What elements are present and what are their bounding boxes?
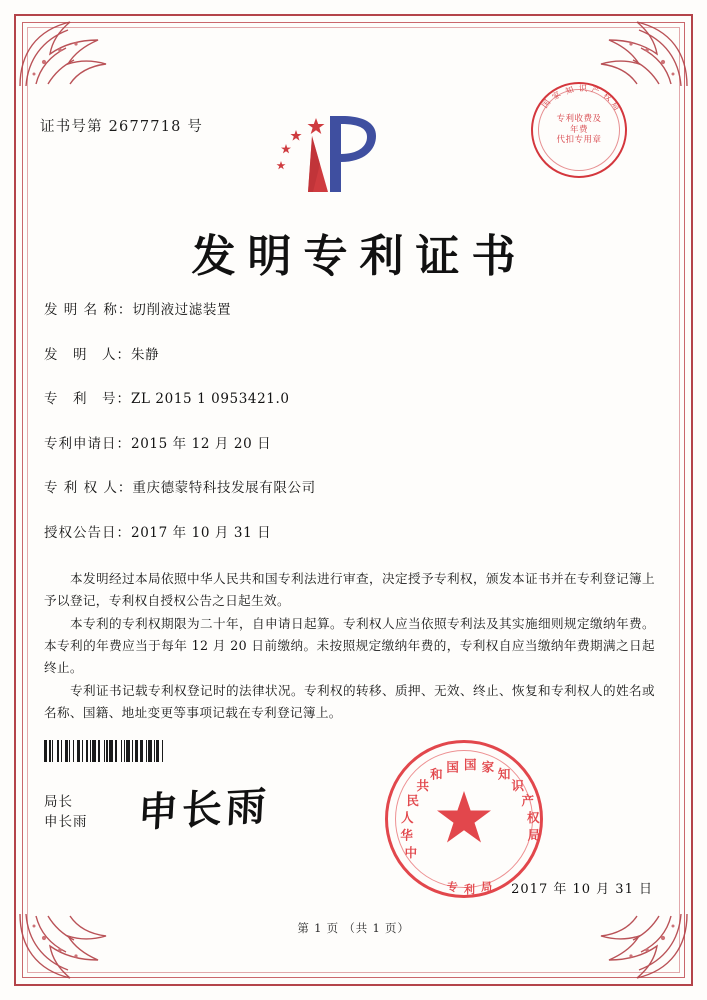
- paragraph-grant: 本发明经过本局依照中华人民共和国专利法进行审查，决定授予专利权，颁发本证书并在专利登记簿上予以登记，专利权自授权公告之日起生效。: [44, 571, 655, 608]
- seal-bottom-arc-text: 专 利 局: [446, 880, 493, 896]
- barcode-space: [163, 740, 165, 762]
- field-value: 2015 年 12 月 20 日: [131, 435, 272, 452]
- paragraph-term-and-fees: 本专利的专利权期限为二十年，自申请日起算。专利权人应当依照专利法及其实施细则规定缴纳年费。本专利的年费应当于每年 12 月 20 日前缴纳。未按照规定缴纳年费的，专利权自应当缴纳年费期满之日起终止。: [44, 616, 655, 675]
- field-patent-number: [44, 387, 657, 407]
- page-footer: 第 1 页 （共 1 页）: [297, 921, 410, 935]
- field-label: 专利申请日：: [44, 435, 131, 452]
- field-label: 发 明 名 称：: [44, 302, 133, 318]
- stamp-arc-text-group: 国 家 知 识 产 权 局: [540, 84, 622, 112]
- field-value: 切削液过滤装置: [132, 302, 232, 318]
- director-name-label: 申长雨: [44, 814, 88, 831]
- field-label: 专 利 权 人：: [44, 480, 133, 496]
- stamp-center-text: 专利收费及 年费 代扣专用章: [556, 114, 602, 146]
- certificate-number: 证书号第 2677718 号: [40, 119, 204, 135]
- field-list: [44, 298, 657, 565]
- field-label: 授权公告日：: [44, 524, 131, 541]
- signature-block: [44, 792, 88, 833]
- field-grant-announcement-date: [44, 521, 657, 541]
- page-title: 发明专利证书: [191, 231, 528, 282]
- field-inventor: [44, 343, 657, 363]
- legal-text-block: [44, 568, 655, 726]
- seal-top-arc-text: 中 华 人 民 共 和 国 国 家 知 识 产 权 局: [400, 757, 541, 860]
- field-invention-name: [44, 298, 657, 318]
- patent-barcode: [44, 740, 240, 762]
- director-title-label: 局长: [44, 794, 73, 810]
- field-label: 发 明 人：: [44, 346, 131, 363]
- paragraph-register: 专利证书记载专利权登记时的法律状况。专利权的转移、质押、无效、终止、恢复和专利权人的姓名或名称、国籍、地址变更等事项记载在专利登记簿上。: [44, 683, 655, 720]
- field-application-date: [44, 432, 657, 452]
- issue-date: 2017 年 10 月 31 日: [511, 882, 653, 897]
- field-value: 重庆德蒙特科技发展有限公司: [132, 480, 316, 496]
- field-value: 朱静: [131, 346, 160, 363]
- official-seal: [385, 740, 543, 898]
- field-label: 专 利 号：: [44, 391, 131, 407]
- field-value: 2017 年 10 月 31 日: [131, 524, 272, 541]
- field-patentee: [44, 476, 657, 496]
- handwritten-signature: 申长雨: [136, 782, 271, 837]
- field-value: ZL 2015 1 0953421.0: [131, 391, 290, 407]
- cnipa-logo-icon: [272, 106, 388, 202]
- fee-deduction-stamp: [531, 82, 627, 178]
